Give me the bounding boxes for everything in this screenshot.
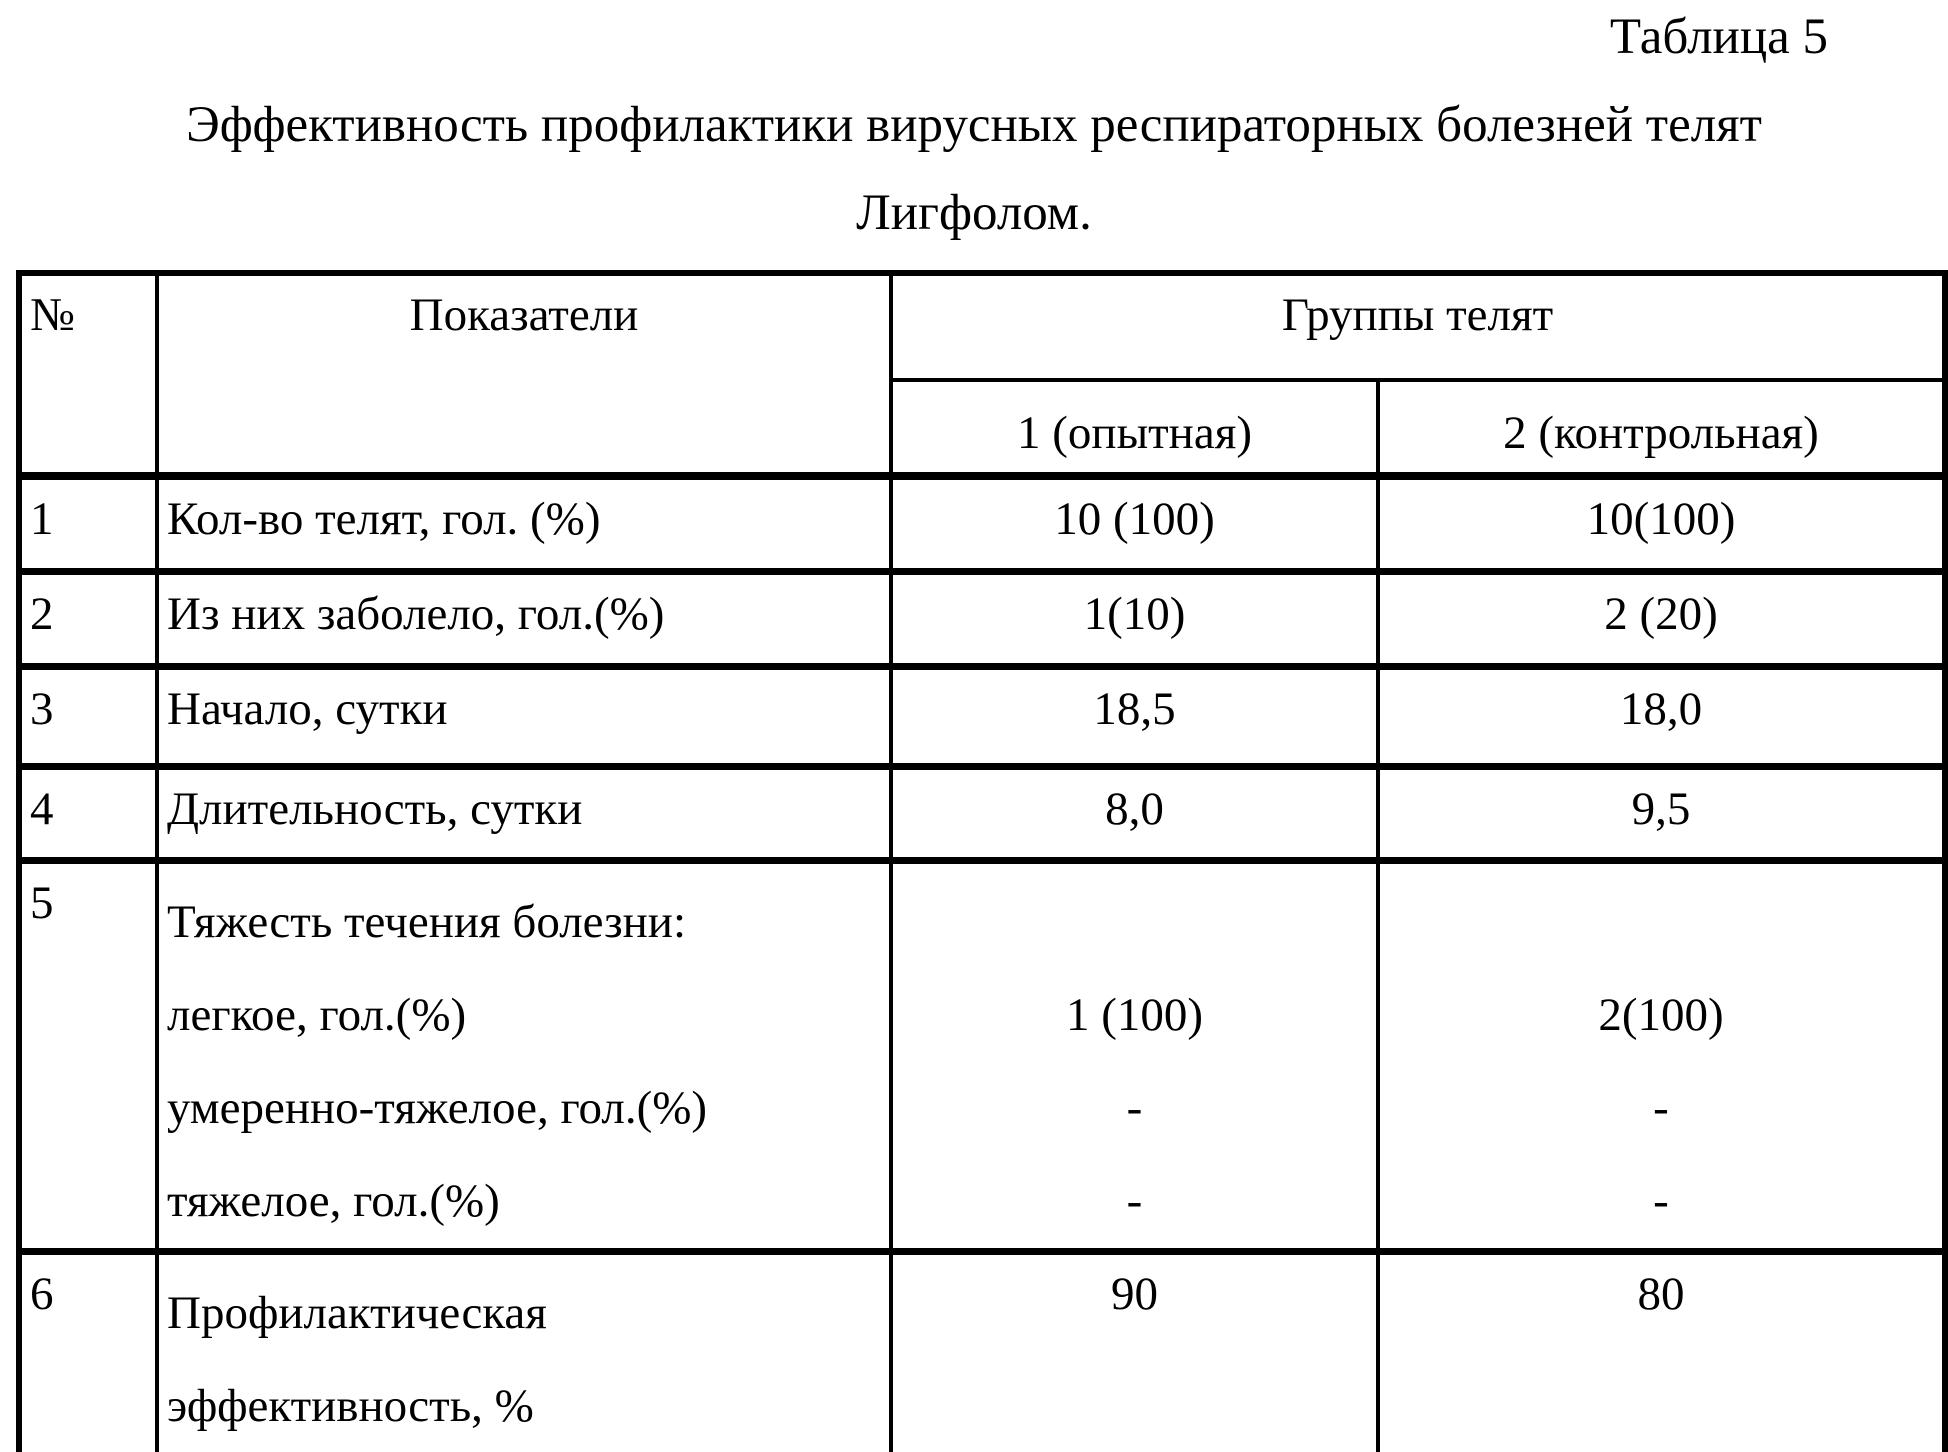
row-number: 2 <box>19 571 157 666</box>
row-value-group1: 10 (100) <box>891 476 1378 571</box>
row-indicator: Начало, сутки <box>157 666 891 766</box>
value-line: - <box>1126 1174 1143 1227</box>
table-row <box>19 571 1945 666</box>
table-title-line1: Эффективность профилактики вирусных респираторных болезней телят <box>186 97 1762 153</box>
row-value-group1: 1(10) <box>891 571 1378 666</box>
table-row-prophylactic-efficiency <box>19 1251 1945 1452</box>
indicator-line: тяжелое, гол.(%) <box>167 1174 500 1227</box>
row-indicator <box>157 1251 891 1452</box>
table-row <box>19 666 1945 766</box>
value-line: 2(100) <box>1598 988 1724 1041</box>
row-value-group2 <box>1378 860 1945 1251</box>
row-value-group2: 9,5 <box>1378 766 1945 860</box>
header-group-2-control: 2 (контрольная) <box>1378 380 1945 476</box>
header-indicators-column: Показатели <box>157 273 891 476</box>
indicator-line: Профилактическая <box>167 1286 547 1339</box>
row-indicator <box>157 860 891 1251</box>
table-number-caption: Таблица 5 <box>1609 9 1828 65</box>
row-number: 5 <box>19 860 157 1251</box>
table-row <box>19 476 1945 571</box>
value-line <box>1388 876 1934 969</box>
row-value-group2: 2 (20) <box>1378 571 1945 666</box>
table-row <box>19 766 1945 860</box>
row-value-group1: 8,0 <box>891 766 1378 860</box>
row-indicator: Длительность, сутки <box>157 766 891 860</box>
indicator-line: легкое, гол.(%) <box>167 988 467 1041</box>
header-calf-groups: Группы телят <box>891 273 1945 380</box>
results-table <box>16 270 1948 1452</box>
row-value-group2: 18,0 <box>1378 666 1945 766</box>
value-line <box>901 876 1368 969</box>
value-line: 1 (100) <box>1065 988 1204 1041</box>
row-value-group2: 10(100) <box>1378 476 1945 571</box>
row-value-group1: 90 <box>891 1251 1378 1452</box>
row-value-group1: 18,5 <box>891 666 1378 766</box>
table-row-disease-severity <box>19 860 1945 1251</box>
row-number: 3 <box>19 666 157 766</box>
value-line: - <box>1126 1081 1143 1134</box>
row-number: 6 <box>19 1251 157 1452</box>
table-title-line2: Лигфолом. <box>856 185 1092 241</box>
row-value-group2: 80 <box>1378 1251 1945 1452</box>
header-number-column: № <box>19 273 157 476</box>
value-line: - <box>1653 1174 1669 1227</box>
indicator-line: эффективность, % <box>167 1379 534 1432</box>
indicator-line: Тяжесть течения болезни: <box>167 895 687 948</box>
indicator-line: умеренно-тяжелое, гол.(%) <box>167 1081 708 1134</box>
row-number: 1 <box>19 476 157 571</box>
row-indicator: Кол-во телят, гол. (%) <box>157 476 891 571</box>
header-group-1-experimental: 1 (опытная) <box>891 380 1378 476</box>
header-row-groups <box>19 273 1945 380</box>
row-indicator: Из них заболело, гол.(%) <box>157 571 891 666</box>
row-value-group1 <box>891 860 1378 1251</box>
value-line: - <box>1653 1081 1669 1134</box>
row-number: 4 <box>19 766 157 860</box>
